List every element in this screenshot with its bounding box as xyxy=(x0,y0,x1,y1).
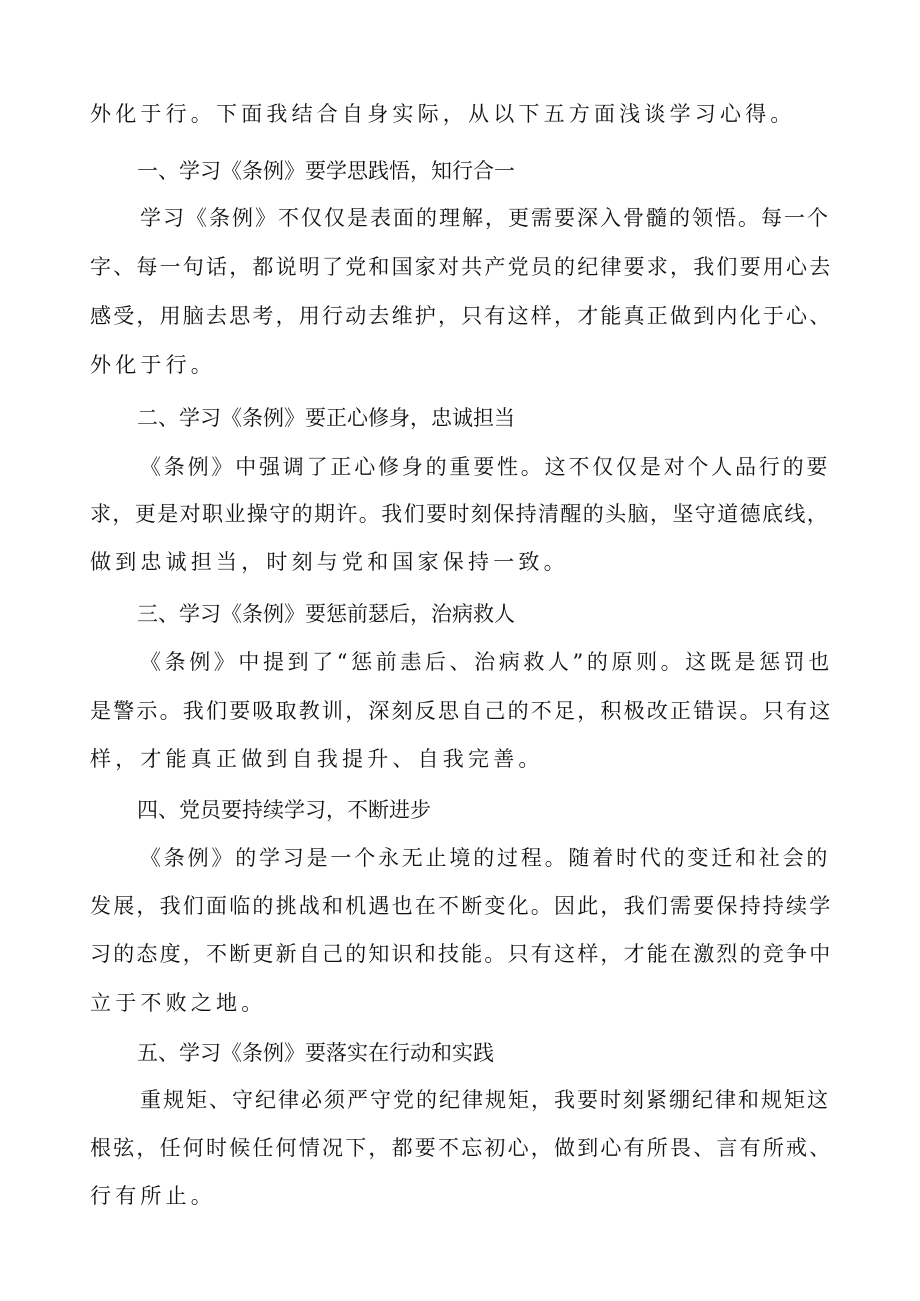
section-4-line-1: 《条例》的学习是一个永无止境的过程。随着时代的变迁和社会的 xyxy=(140,846,831,870)
section-2-line-2: 求，更是对职业操守的期许。我们要时刻保持清醒的头脑，坚守道德底线， xyxy=(90,502,830,526)
section-1-line-1: 学习《条例》不仅仅是表面的理解，更需要深入骨髓的领悟。每一个 xyxy=(140,206,830,230)
section-2-heading: 二、学习《条例》要正心修身，忠诚担当 xyxy=(137,406,515,430)
section-5-heading: 五、学习《条例》要落实在行动和实践 xyxy=(137,1041,494,1065)
section-5-line-1: 重规矩、守纪律必须严守党的纪律规矩，我要时刻紧绷纪律和规矩这 xyxy=(140,1088,830,1112)
section-3-heading: 三、学习《条例》要惩前瑟后，治病救人 xyxy=(137,602,515,626)
section-4-line-4: 立于不败之地。 xyxy=(90,991,267,1015)
section-1-line-4: 外化于行。 xyxy=(90,353,216,377)
section-5-line-2: 根弦，任何时候任何情况下，都要不忘初心，做到心有所畏、言有所戒、 xyxy=(90,1136,833,1160)
intro-tail-line: 外化于行。下面我结合自身实际，从以下五方面浅谈学习心得。 xyxy=(90,102,796,126)
section-1-heading: 一、学习《条例》要学思践悟，知行合一 xyxy=(137,159,515,183)
section-5-line-3: 行有所止。 xyxy=(90,1184,216,1208)
section-4-line-3: 习的态度，不断更新自己的知识和技能。只有这样，才能在激烈的竞争中 xyxy=(90,942,833,966)
section-4-heading: 四、党员要持续学习，不断进步 xyxy=(137,798,431,822)
section-3-line-2: 是警示。我们要吸取教训，深刻反思自己的不足，积极改正错误。只有这 xyxy=(90,699,833,723)
section-3-line-3: 样，才能真正做到自我提升、自我完善。 xyxy=(90,747,544,771)
section-2-line-1: 《条例》中强调了正心修身的重要性。这不仅仅是对个人品行的要 xyxy=(140,455,831,479)
section-4-line-2: 发展，我们面临的挑战和机遇也在不断变化。因此，我们需要保持持续学 xyxy=(90,894,833,918)
section-3-line-1: 《条例》中提到了“惩前恚后、治病救人”的原则。这既是惩罚也 xyxy=(140,650,833,674)
section-2-line-3: 做到忠诚担当，时刻与党和国家保持一致。 xyxy=(90,550,569,574)
section-1-line-3: 感受，用脑去思考，用行动去维护，只有这样，才能真正做到内化于心、 xyxy=(90,304,833,328)
section-1-line-2: 字、每一句话，都说明了党和国家对共产党员的纪律要求，我们要用心去 xyxy=(90,255,833,279)
